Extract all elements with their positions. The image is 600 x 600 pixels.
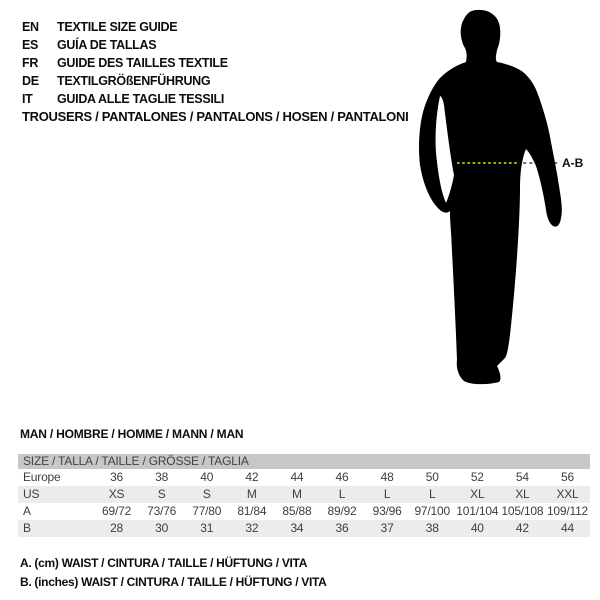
size-cell: 31 xyxy=(200,521,214,535)
man-silhouette xyxy=(419,10,562,384)
row-label: US xyxy=(23,487,40,501)
size-cell: 28 xyxy=(110,521,124,535)
language-code: IT xyxy=(22,92,33,106)
size-cell: 38 xyxy=(155,470,169,484)
size-cell: XL xyxy=(470,487,485,501)
row-label: B xyxy=(23,521,31,535)
size-cell: 40 xyxy=(200,470,214,484)
size-cell: 105/108 xyxy=(501,504,544,518)
size-cell: S xyxy=(157,487,166,501)
size-cell: 56 xyxy=(561,470,574,484)
size-cell: L xyxy=(383,487,391,501)
size-cell: 40 xyxy=(470,521,484,535)
size-cell: 46 xyxy=(335,470,349,484)
language-title: GUIDA ALLE TAGLIE TESSILI xyxy=(57,92,225,106)
language-code: FR xyxy=(22,56,39,70)
measurement-notes xyxy=(20,554,327,591)
size-cell: 50 xyxy=(425,470,439,484)
size-cell: 81/84 xyxy=(237,504,267,518)
table-row-europe xyxy=(18,469,590,486)
size-cell: 34 xyxy=(290,521,304,535)
language-code: ES xyxy=(22,38,39,52)
waist-measure-label: A-B xyxy=(562,156,584,170)
size-cell: XL xyxy=(515,487,530,501)
size-cell: L xyxy=(428,487,436,501)
language-row xyxy=(22,72,228,90)
note-waist-cm: A. (cm) WAIST / CINTURA / TAILLE / HÜFTUNG / VITA xyxy=(20,556,308,570)
language-row xyxy=(22,18,228,36)
size-cell: 44 xyxy=(561,521,574,535)
size-cell: 97/100 xyxy=(414,504,450,518)
table-row-b-inches xyxy=(18,520,590,537)
size-cell: S xyxy=(202,487,211,501)
language-code: DE xyxy=(22,74,39,88)
section-title-man: MAN / HOMBRE / HOMME / MANN / MAN xyxy=(20,427,244,441)
size-cell: 93/96 xyxy=(372,504,402,518)
language-title: TEXTILE SIZE GUIDE xyxy=(57,20,178,34)
size-cell: 73/76 xyxy=(147,504,177,518)
size-cell: 69/72 xyxy=(102,504,132,518)
size-cell: 32 xyxy=(245,521,259,535)
language-row xyxy=(22,90,228,108)
size-cell: 85/88 xyxy=(282,504,312,518)
size-cell: 37 xyxy=(380,521,394,535)
size-cell: XXL xyxy=(556,487,579,501)
language-row xyxy=(22,54,228,72)
man-silhouette-figure xyxy=(410,0,600,400)
size-cell: 109/112 xyxy=(546,504,589,518)
language-title: TEXTILGRÖßENFÜHRUNG xyxy=(57,74,211,88)
table-row-a-cm xyxy=(18,503,590,520)
row-label: A xyxy=(23,504,31,518)
size-cell: 48 xyxy=(380,470,394,484)
language-row xyxy=(22,36,228,54)
language-list xyxy=(22,18,228,108)
size-cell: 42 xyxy=(515,521,529,535)
row-label: Europe xyxy=(23,470,61,484)
size-cell: XS xyxy=(108,487,125,501)
size-cell: 38 xyxy=(425,521,439,535)
size-cell: M xyxy=(246,487,257,501)
size-cell: 101/104 xyxy=(456,504,499,518)
size-cell: 52 xyxy=(470,470,484,484)
size-cell: 30 xyxy=(155,521,169,535)
note-waist-inches: B. (inches) WAIST / CINTURA / TAILLE / HÜFTUNG / VITA xyxy=(20,574,327,589)
size-cell: 44 xyxy=(290,470,304,484)
figure-area xyxy=(410,0,600,400)
size-cell: L xyxy=(338,487,346,501)
table-row-us xyxy=(18,486,590,503)
size-cell: 54 xyxy=(515,470,529,484)
language-code: EN xyxy=(22,20,39,34)
garment-title: TROUSERS / PANTALONES / PANTALONS / HOSEN / PANTALONI xyxy=(22,109,409,124)
size-cell: 36 xyxy=(110,470,124,484)
size-cell: 77/80 xyxy=(192,504,222,518)
size-cell: 36 xyxy=(335,521,349,535)
language-title: GUIDE DES TAILLES TEXTILE xyxy=(57,56,228,70)
size-cell: M xyxy=(292,487,302,501)
size-cell: 89/92 xyxy=(327,504,357,518)
language-title: GUÍA DE TALLAS xyxy=(57,38,157,52)
size-cell: 42 xyxy=(245,470,259,484)
table-header-bar: SIZE / TALLA / TAILLE / GRÖSSE / TAGLIA xyxy=(18,454,590,469)
size-table xyxy=(18,454,590,537)
